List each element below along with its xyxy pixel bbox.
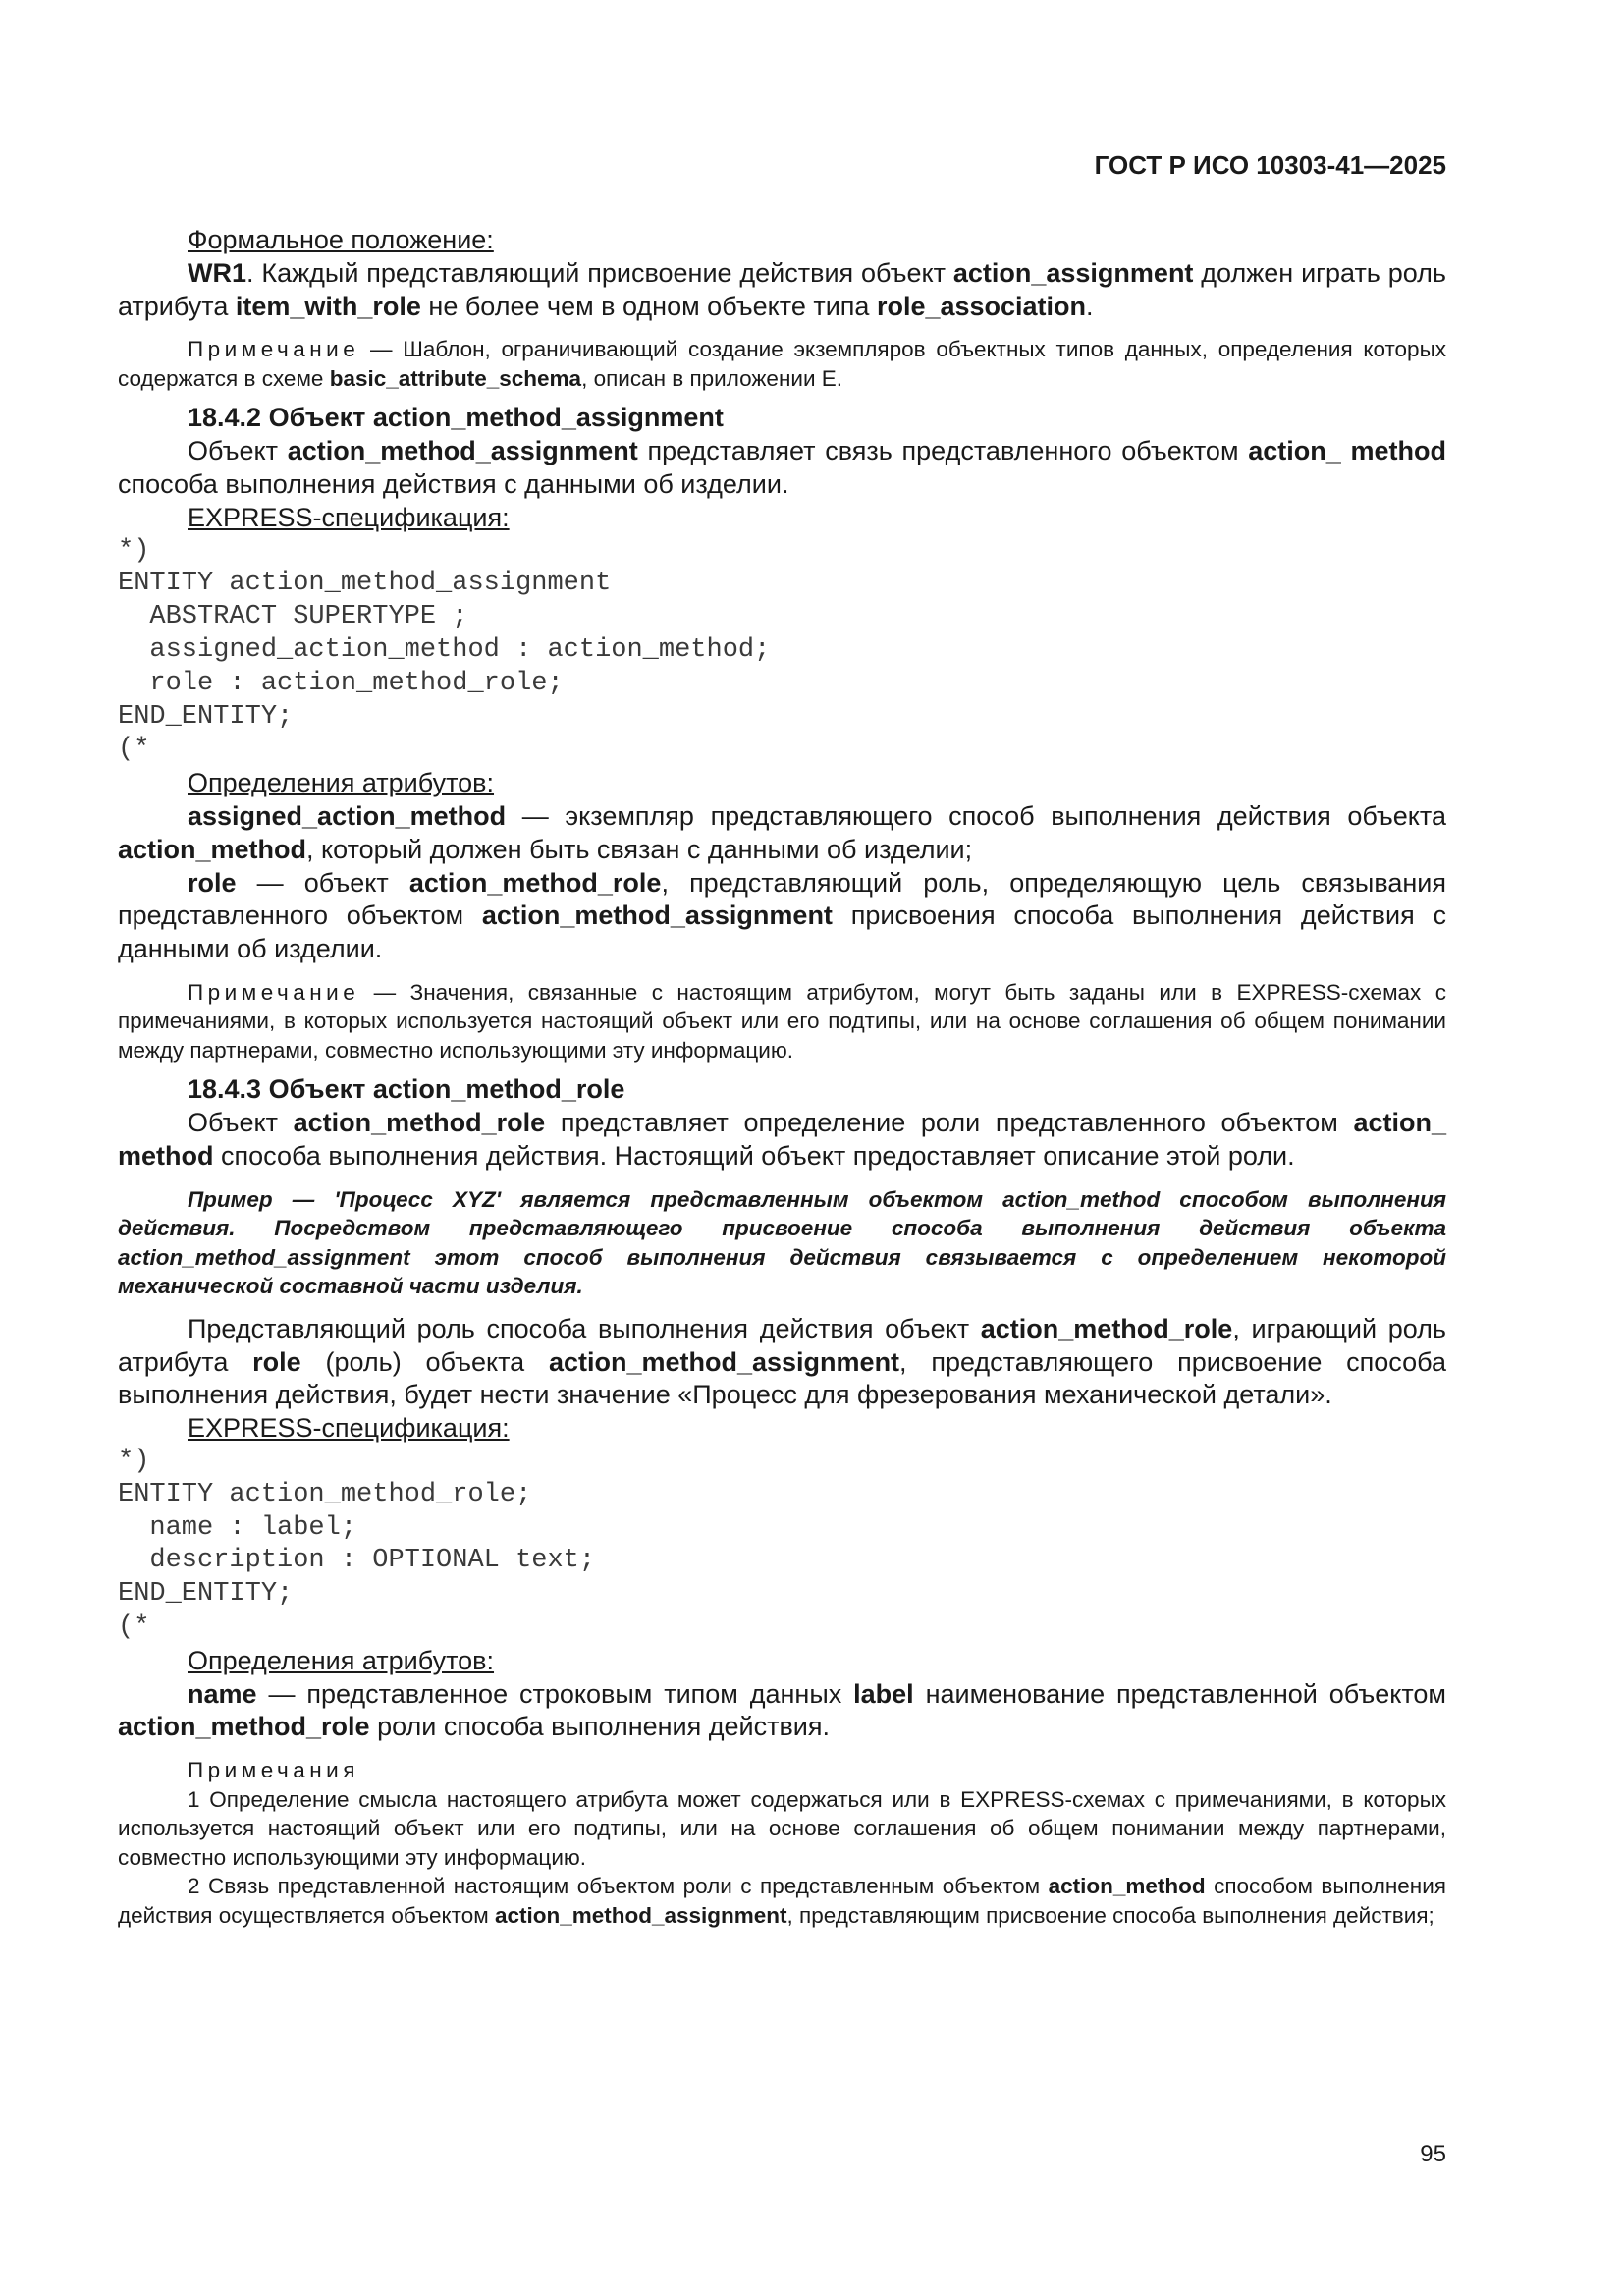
express-code-block: *) ENTITY action_method_assignment ABSTRACT SUPERTYPE ; assigned_action_method : action_method; role : action_method_role; END_ENTITY; (* <box>118 535 771 765</box>
attribute-definition: name — представленное строковым типом данных label наименование представленной объектом action_method_role роли способа выполнения действия. <box>118 1678 1446 1742</box>
attribute-definition: assigned_action_method — экземпляр представляющего способ выполнения действия объекта action_method, который должен быть связан с данными об изделии; <box>118 800 1446 864</box>
rule-wr1: WR1. Каждый представляющий присвоение действия объект action_assignment должен играть роль атрибута item_with_role не более чем в одном объекте типа role_association. <box>118 257 1446 321</box>
express-spec-label: EXPRESS-спецификация: <box>188 1413 510 1444</box>
page-number: 95 <box>1420 2141 1446 2167</box>
page-content <box>118 224 1446 1930</box>
document-header: ГОСТ Р ИСО 10303-41—2025 <box>1094 150 1446 180</box>
note-item: 1 Определение смысла настоящего атрибута может содержаться или в EXPRESS-схемах с примечаниями, в которых используется настоящий объект или его подтипы, или на основе соглашения об общем понимании между партнерами, совместно использующими эту информацию. <box>118 1786 1446 1870</box>
note-item: 2 Связь представленной настоящим объектом роли с представленным объектом action_method способом выполнения действия осуществляется объектом action_method_assignment, представляющим присвоение способа выполнения действия; <box>118 1874 1446 1928</box>
note-attribute-values: Примечание — Значения, связанные с настоящим атрибутом, могут быть заданы или в EXPRESS-схемах с примечаниями, в которых используется настоящий объект или его подтипы, или на основе соглашения об общем понимании между партнерами, совместно использующими эту информацию. <box>118 979 1446 1063</box>
attribute-definitions-label: Определения атрибутов: <box>188 1645 495 1675</box>
notes-label: Примечания <box>188 1758 359 1783</box>
express-spec-label: EXPRESS-спецификация: <box>188 502 510 532</box>
section-title-18-4-3: 18.4.3 Объект action_method_role <box>188 1074 625 1105</box>
express-code-block: *) ENTITY action_method_role; name : label; description : OPTIONAL text; END_ENTITY; (* <box>118 1447 596 1642</box>
attribute-definitions-label: Определения атрибутов: <box>188 768 495 798</box>
section-description: Объект action_method_role представляет определение роли представленного объектом action_ method способа выполнения действия. Настоящий объект предоставляет описание этой роли. <box>118 1108 1446 1172</box>
attribute-definition: role — объект action_method_role, представляющий роль, определяющую цель связывания представленного объектом action_method_assignment присвоения способа выполнения действия с данными об изделии. <box>118 867 1447 964</box>
note-template: Примечание — Шаблон, ограничивающий создание экземпляров объектных типов данных, определения которых содержатся в схеме basic_attribute_schema, описан в приложении Е. <box>118 337 1446 391</box>
section-description: Объект action_method_assignment представляет связь представленного объектом action_ method способа выполнения действия с данными об изделии. <box>118 436 1447 499</box>
example-paragraph: Пример — 'Процесс XYZ' является представленным объектом action_method способом выполнения действия. Посредством представляющего присвоение способа выполнения действия объекта action_method_assignment этот способ выполнения действия связывается с определением некоторой механической составной части изделия. <box>118 1186 1446 1299</box>
section-title-18-4-2: 18.4.2 Объект action_method_assignment <box>188 403 724 433</box>
role-paragraph: Представляющий роль способа выполнения действия объект action_method_role, играющий роль атрибута role (роль) объекта action_method_assignment, представляющего присвоение способа выполнения действия, будет нести значение «Процесс для фрезерования механической детали». <box>118 1313 1446 1410</box>
formal-provision-label: Формальное положение: <box>188 225 494 254</box>
